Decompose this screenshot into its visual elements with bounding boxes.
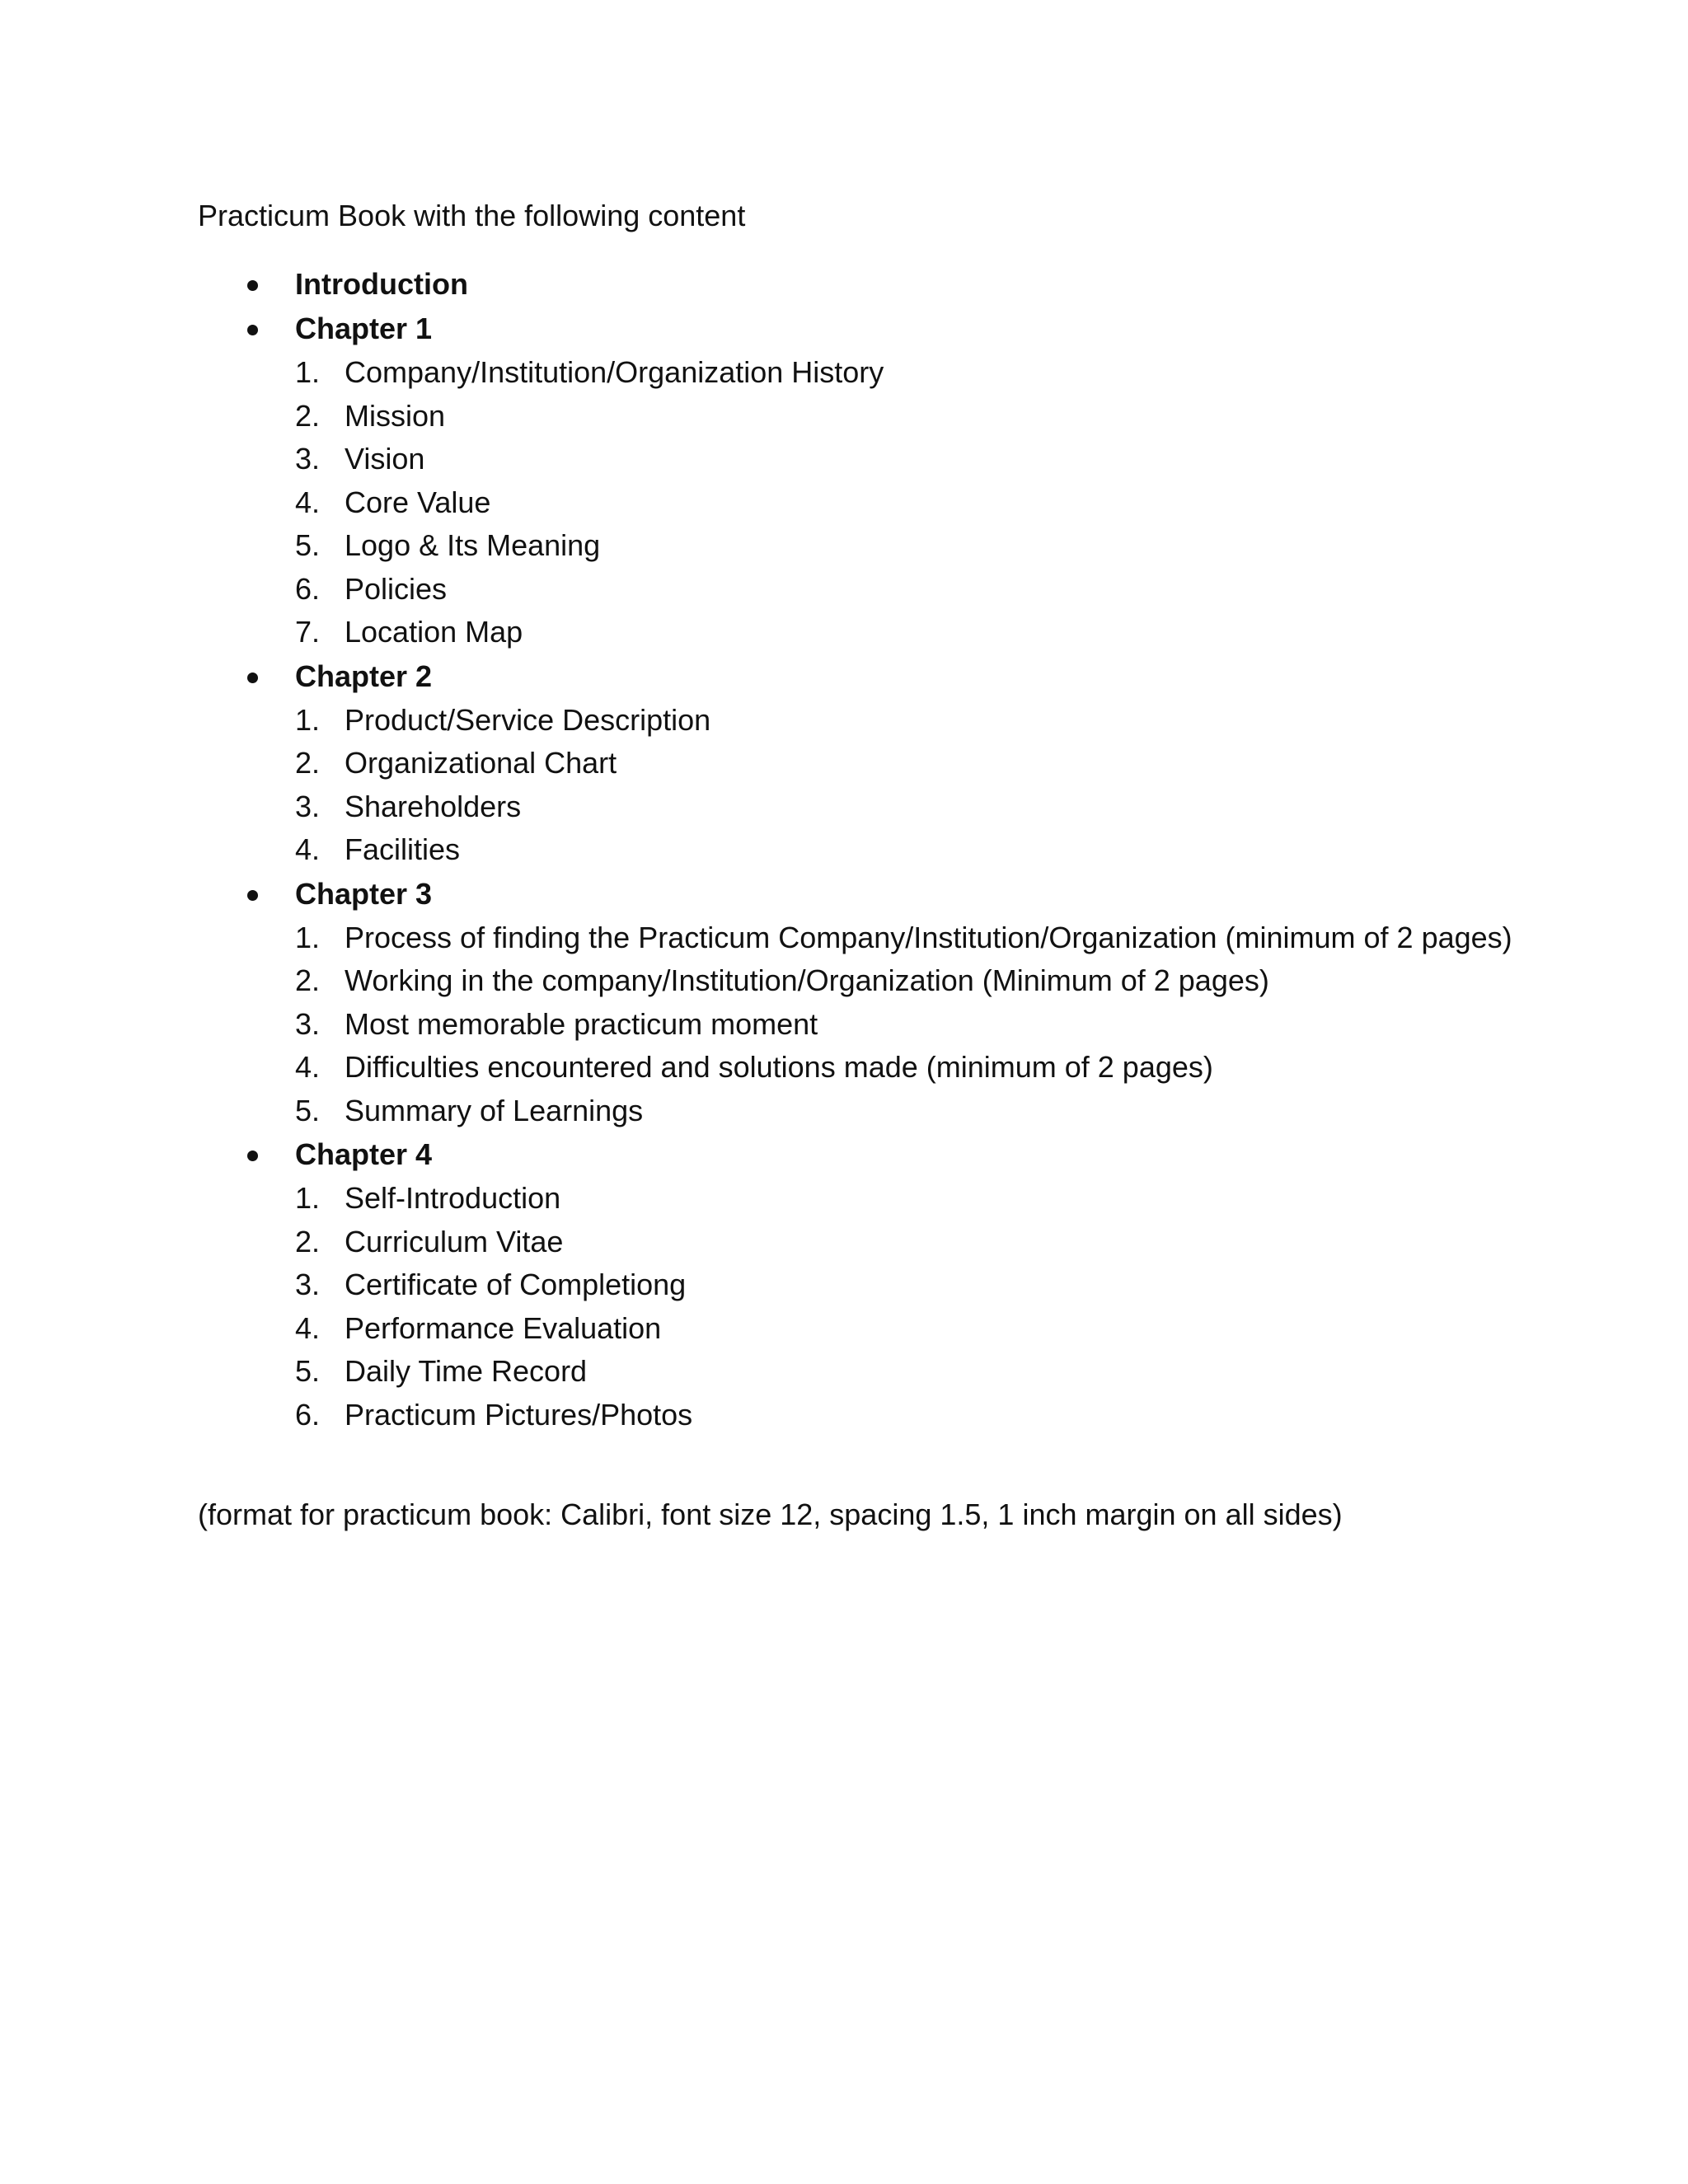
format-note: (format for practicum book: Calibri, font size 12, spacing 1.5, 1 inch margin on all sides) [198,1497,1343,1531]
list-item-text: Summary of Learnings [345,1093,644,1127]
list-item-number: 3. [295,442,321,476]
list-item-text: Self-Introduction [345,1181,561,1215]
list-item [198,351,1517,395]
section-title: Chapter 2 [295,658,433,693]
list-item [198,1307,1517,1351]
list-item [198,611,1517,654]
list-item [198,1350,1517,1394]
list-item-number: 5. [295,528,321,562]
bullet-icon [247,325,258,335]
list-item [198,1394,1517,1437]
list-item-text: Practicum Pictures/Photos [345,1397,693,1432]
bullet-icon [247,890,258,901]
document-intro: Practicum Book with the following content [198,199,746,232]
list-item [198,828,1517,872]
list-item [198,1046,1517,1090]
list-item-number: 1. [295,920,321,954]
list-item-number: 7. [295,615,321,649]
list-item-text: Shareholders [345,789,522,823]
list-item-text: Location Map [345,615,523,649]
list-item-number: 3. [295,789,321,823]
section-heading [198,262,1517,307]
list-item-number: 4. [295,485,321,519]
section-heading [198,872,1517,916]
section-heading [198,654,1517,699]
list-item-text: Vision [345,442,425,476]
list-item-number: 3. [295,1268,321,1301]
list-item-text: Logo & Its Meaning [345,528,601,562]
list-item [198,742,1517,785]
list-item [198,568,1517,612]
bullet-icon [247,673,258,683]
list-item-text: Product/Service Description [345,702,711,737]
list-item [198,524,1517,568]
list-item-text: Mission [345,398,446,433]
list-item-text: Performance Evaluation [345,1310,662,1345]
bullet-icon [247,1151,258,1161]
list-item-text: Organizational Chart [345,746,617,780]
list-item-text: Difficulties encountered and solutions made (minimum of 2 pages) [345,1050,1213,1084]
list-item-text: Facilities [345,832,461,866]
list-item-text: Working in the company/Institution/Organization (Minimum of 2 pages) [345,963,1269,997]
section-heading [198,1132,1517,1177]
list-item [198,438,1517,481]
list-item-text: Core Value [345,485,491,519]
list-item [198,785,1517,829]
list-item-text: Curriculum Vitae [345,1224,564,1258]
list-item [198,699,1517,743]
bullet-icon [247,280,258,291]
list-item-number: 2. [295,1224,321,1258]
list-item [198,1263,1517,1307]
list-item-number: 6. [295,1397,321,1432]
section-title: Introduction [295,267,468,301]
list-item-number: 4. [295,832,321,866]
list-item-number: 1. [295,702,321,737]
list-item-number: 4. [295,1050,321,1084]
list-item-number: 4. [295,1310,321,1345]
list-item-text: Policies [345,571,448,606]
list-item [198,1003,1517,1047]
list-item [198,395,1517,438]
list-item-number: 2. [295,398,321,433]
list-item-number: 1. [295,355,321,389]
content-outline [198,262,1517,1436]
list-item [198,1090,1517,1133]
list-item-number: 3. [295,1006,321,1041]
section-heading [198,307,1517,351]
list-item [198,959,1517,1003]
list-item-text: Daily Time Record [345,1354,588,1388]
list-item-number: 5. [295,1093,321,1127]
list-item [198,1177,1517,1221]
list-item-text: Most memorable practicum moment [345,1006,818,1041]
list-item-number: 2. [295,746,321,780]
list-item-number: 2. [295,963,321,997]
list-item-number: 5. [295,1354,321,1388]
list-item [198,481,1517,525]
list-item-number: 1. [295,1181,321,1215]
list-item-text: Certificate of Completiong [345,1268,687,1301]
list-item [198,1221,1517,1264]
list-item-text: Process of finding the Practicum Company/Institution/Organization (minimum of 2 pages) [345,920,1512,954]
list-item [198,916,1517,960]
list-item-number: 6. [295,571,321,606]
section-title: Chapter 3 [295,876,433,911]
section-title: Chapter 1 [295,312,433,345]
list-item-text: Company/Institution/Organization History [345,355,884,389]
section-title: Chapter 4 [295,1137,433,1171]
